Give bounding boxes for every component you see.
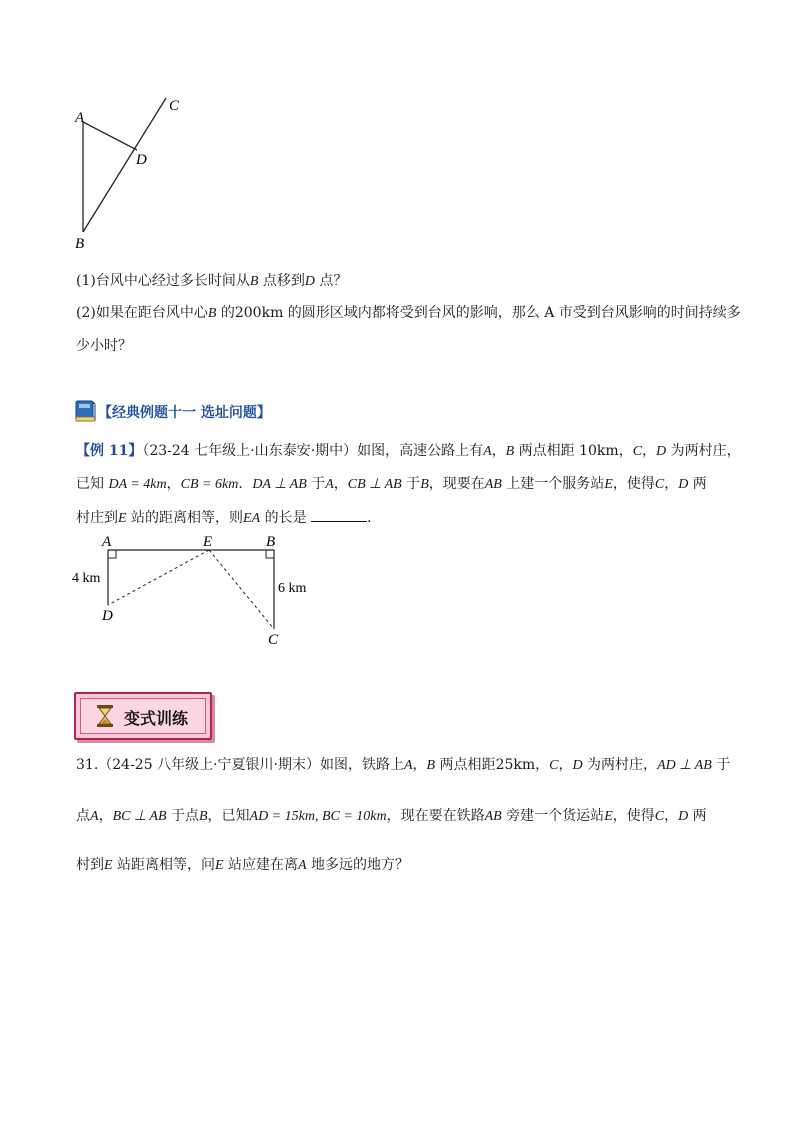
right-angle-a	[108, 550, 116, 558]
problem-text: 站距离相等，问	[112, 857, 216, 873]
problem-point: D	[572, 758, 583, 773]
example-text: 村庄到	[76, 510, 118, 526]
problem-text: 于点	[166, 808, 199, 824]
example-point: A	[483, 444, 492, 459]
q1-text-mid: 点移到	[258, 273, 305, 289]
problem-text: ，	[98, 808, 113, 824]
problem-point: A	[403, 758, 413, 773]
example-text: ，使得	[612, 476, 655, 492]
dashed-ed	[108, 550, 209, 605]
figure-typhoon-diagram	[60, 90, 200, 260]
problem-text: 地多远的地方？	[306, 857, 410, 873]
example-text: ，	[618, 443, 633, 459]
problem-text: 村到	[76, 857, 104, 873]
problem-point: D	[678, 809, 689, 824]
point-label-d: D	[102, 608, 113, 624]
example-text: 两点相距	[514, 443, 580, 459]
problem-formula: BC ⊥ AB	[112, 809, 167, 824]
example-point: C	[654, 477, 665, 492]
example-text: 已知	[76, 476, 109, 492]
point-label-e: E	[203, 534, 213, 550]
problem-point: C	[654, 809, 665, 824]
problem-point: E	[104, 858, 113, 873]
problem-text: 两	[688, 808, 707, 824]
section-title: 【经典例题十一 选址问题】	[98, 405, 271, 421]
problem-point: E	[215, 858, 224, 873]
problem-text: 两点相距	[435, 757, 496, 773]
problem-point: E	[604, 809, 613, 824]
question-1	[76, 271, 347, 292]
example-formula: DA = 4km	[108, 477, 167, 492]
example-point: D	[656, 444, 667, 459]
example-11-line1	[76, 441, 741, 462]
problem-text: ，已知	[207, 808, 250, 824]
point-label-a: A	[102, 534, 112, 550]
length-label-ad: 4 km	[72, 571, 101, 586]
problem-formula: AD ⊥ AB	[657, 758, 712, 773]
example-text: 站的距离相等，则	[126, 510, 244, 526]
example-text: 上建一个服务站	[501, 476, 605, 492]
point-label-c: C	[169, 98, 180, 114]
example-text: ，现要在	[428, 476, 485, 492]
question-2	[76, 303, 741, 324]
example-point: E	[118, 511, 127, 526]
variant-training-banner	[74, 692, 212, 740]
example-formula: AB	[484, 477, 502, 492]
problem-point: C	[549, 758, 559, 773]
point-label-c: C	[268, 632, 279, 648]
q1-text-suffix: 点？	[314, 273, 348, 289]
problem-text: ，	[664, 808, 679, 824]
example-formula: CB = 6km	[180, 477, 239, 492]
point-label-a: A	[75, 110, 85, 126]
example-text: ，	[166, 476, 181, 492]
example-point: C	[632, 444, 643, 459]
problem-point: B	[198, 809, 208, 824]
example-point: B	[420, 477, 429, 492]
example-formula: DA ⊥ AB	[252, 477, 307, 492]
example-formula: EA	[243, 511, 261, 526]
problem-text: 旁建一个货运站	[501, 808, 605, 824]
problem-text: ，	[558, 757, 573, 773]
q2-text-line2: 少小时？	[76, 338, 132, 354]
example-point: E	[604, 477, 613, 492]
problem-formula: AD = 15km, BC = 10km	[249, 809, 387, 824]
answer-blank[interactable]	[311, 507, 367, 522]
example-formula: CB ⊥ AB	[347, 477, 402, 492]
problem-point: A	[298, 858, 307, 873]
example-text: （23-24 七年级上·山东泰安·期中）如图，高速公路上有	[142, 443, 484, 459]
book-icon	[74, 398, 98, 424]
example-text: ，	[491, 443, 506, 459]
example-text: 于	[306, 476, 326, 492]
example-point: A	[325, 477, 334, 492]
example-point: D	[678, 477, 689, 492]
example-text: ，	[664, 476, 679, 492]
problem-31-line3	[76, 855, 409, 876]
example-text: 为两村庄，	[666, 443, 741, 459]
point-label-b: B	[266, 534, 276, 550]
q2-point-b: B	[207, 306, 217, 321]
figure-service-station-diagram	[66, 528, 326, 648]
example-text: ．	[238, 476, 253, 492]
problem-text: 站应建在离	[223, 857, 299, 873]
problem-distance: 25km	[495, 757, 536, 773]
problem-text: ，	[412, 757, 427, 773]
problem-31-line1	[76, 755, 730, 776]
dashed-ec	[209, 550, 274, 629]
problem-number: 31.	[76, 757, 99, 773]
problem-text: ，现在要在铁路	[386, 808, 485, 824]
q2-text-suffix: 的圆形区域内都将受到台风的影响，那么 A 市受到台风影响的时间持续多	[283, 305, 741, 321]
problem-text: 点	[76, 808, 90, 824]
hourglass-icon	[96, 704, 114, 728]
example-text: .	[367, 510, 372, 526]
problem-text: ，	[535, 757, 550, 773]
q1-point-d: D	[304, 274, 315, 289]
example-point: B	[505, 444, 515, 459]
q1-text: (1)台风中心经过多长时间从	[76, 273, 250, 289]
problem-31-line2	[76, 806, 707, 827]
length-label-bc: 6 km	[278, 581, 307, 596]
q2-distance: 200km	[234, 305, 284, 321]
variant-training-title: 变式训练	[124, 709, 189, 728]
q2-text: (2)如果在距台风中心	[76, 305, 208, 321]
problem-formula: AB	[484, 809, 502, 824]
right-angle-b	[266, 550, 274, 558]
point-label-b: B	[75, 236, 85, 252]
q2-text-de: 的	[216, 305, 235, 321]
example-tag: 【例 11】	[76, 443, 143, 459]
line-bc	[83, 98, 166, 232]
problem-text: （24-25 八年级上·宁夏银川·期末）如图，铁路上	[98, 757, 404, 773]
example-11-line3	[76, 507, 371, 529]
question-2-line2	[76, 336, 132, 356]
example-text: 的长是	[260, 510, 312, 526]
example-text: ，	[333, 476, 348, 492]
problem-text: ，使得	[612, 808, 655, 824]
q1-point-b: B	[249, 274, 259, 289]
problem-text: 于	[711, 757, 731, 773]
example-distance: 10km	[579, 443, 619, 459]
example-11-line2	[76, 474, 707, 495]
segment-ad	[83, 122, 137, 150]
point-label-d: D	[136, 152, 147, 168]
example-text: ，	[642, 443, 657, 459]
problem-point: B	[426, 758, 436, 773]
example-text: 两	[688, 476, 707, 492]
example-text: 于	[401, 476, 421, 492]
problem-text: 为两村庄，	[582, 757, 658, 773]
problem-point: A	[90, 809, 99, 824]
